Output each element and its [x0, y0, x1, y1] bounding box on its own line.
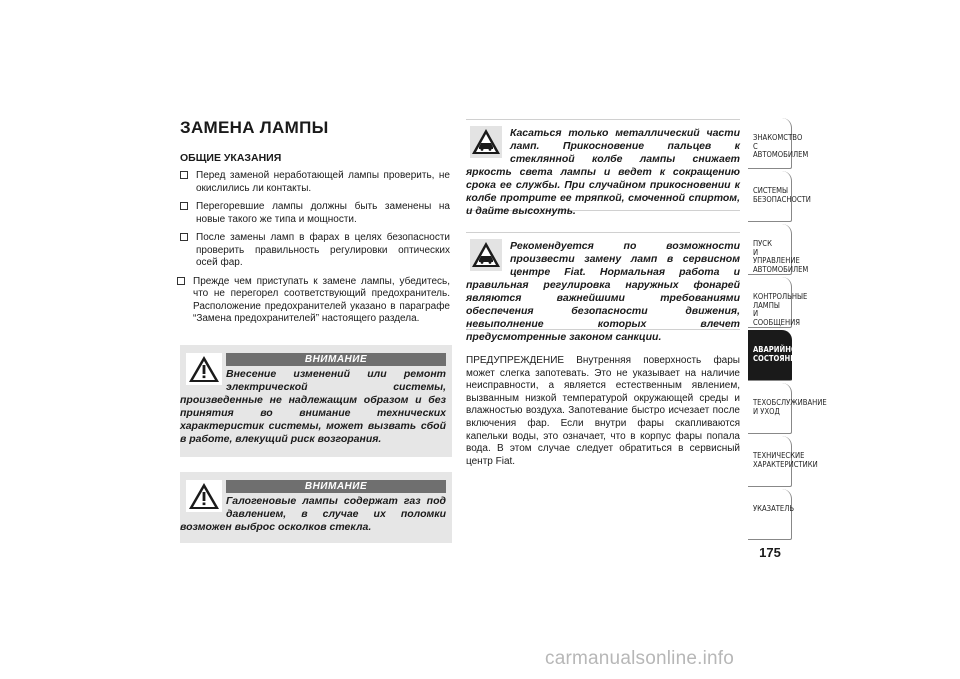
note-text: Рекомендуется по возможности произвести замену ламп в сервисном центре Fiat. Нормальная работа и правильная регулировка наружных фонарей являются важнейшими требованиями обеспечения безопасности движения, невыполнение которых влечет предусмотренные законом санкции. [466, 240, 740, 343]
bullet-text: Перед заменой неработающей лампы проверить, не окислились ли контакты. [196, 170, 450, 194]
warning-header: ВНИМАНИЕ [226, 480, 446, 493]
warning-header: ВНИМАНИЕ [226, 353, 446, 366]
note-box [466, 232, 740, 343]
warning-text: Внесение изменений или ремонт электрической системы, произведенные не надлежащим образом и без принятия во внимание технических характеристик системы, может вызвать сбой в работе, влекущий риск возгорания. [180, 368, 446, 445]
list-item [180, 232, 450, 270]
tab-starting-driving[interactable]: ПУСК И УПРАВЛЕНИЕ АВТОМОБИЛЕМ [748, 224, 792, 275]
tab-vehicle-intro[interactable]: ЗНАКОМСТВО С АВТОМОБИЛЕМ [748, 118, 792, 169]
page-number: 175 [759, 545, 781, 560]
warning-box [180, 345, 452, 457]
bullet-text: После замены ламп в фарах в целях безопасности проверить правильность регулировки оптических осей фар. [196, 232, 450, 268]
section-heading: ОБЩИЕ УКАЗАНИЯ [180, 152, 282, 164]
warning-paragraph: ПРЕДУПРЕЖДЕНИЕ Внутренняя поверхность фары может слегка запотевать. Это не указывает на наличие неисправности, а является естественным явлением, вызванным низкой температурой окружающей среды и влажностью воздуха. Запотевание быстро исчезает после включения фар. Если внутри фары скапливаются капельки воды, это означает, что в корпус фары попала вода. В этом случае следует обратиться в сервисный центр Fiat. [466, 355, 740, 467]
warning-box [180, 472, 452, 543]
bullet-text: Перегоревшие лампы должны быть заменены на новые такого же типа и мощности. [196, 201, 450, 225]
tab-warning-lights[interactable]: КОНТРОЛЬНЫЕ ЛАМПЫ И СООБЩЕНИЯ [748, 277, 792, 328]
tab-index[interactable]: УКАЗАТЕЛЬ [748, 489, 792, 540]
checkbox-bullet-icon [177, 277, 185, 285]
tab-technical-specs[interactable]: ТЕХНИЧЕСКИЕ ХАРАКТЕРИСТИКИ [748, 436, 792, 487]
warning-text: Галогеновые лампы содержат газ под давлением, в случае их поломки возможен выброс осколков стекла. [180, 495, 446, 533]
list-item [180, 170, 450, 195]
tab-emergency[interactable]: АВАРИЙНОЕ СОСТОЯНИЕ [748, 330, 792, 381]
list-item [177, 276, 450, 326]
tab-safety-systems[interactable]: СИСТЕМЫ БЕЗОПАСНОСТИ [748, 171, 792, 222]
car-note-icon [470, 126, 502, 158]
tab-maintenance[interactable]: ТЕХОБСЛУЖИВАНИЕ И УХОД [748, 383, 792, 434]
watermark: carmanualsonline.info [545, 648, 735, 669]
checkbox-bullet-icon [180, 171, 188, 179]
bullet-text: Прежде чем приступать к замене лампы, убедитесь, что не перегорел соответствующий предохранитель. Расположение предохранителей указано в параграфе “Замена предохранителей” настоящего раздела. [193, 275, 450, 324]
note-box [466, 119, 740, 217]
page-title: ЗАМЕНА ЛАМПЫ [180, 118, 329, 137]
bullet-list [180, 170, 450, 332]
checkbox-bullet-icon [180, 202, 188, 210]
note-text: Касаться только металлический части ламп. Прикосновение пальцев к стеклянной колбе лампы снижает яркость света лампы и ведет к сокращению срока ее службы. При случайном прикосновении к колбе протрите ее тряпкой, смоченной спиртом, и дайте высохнуть. [466, 127, 740, 217]
car-note-icon [470, 239, 502, 271]
list-item [180, 201, 450, 226]
checkbox-bullet-icon [180, 233, 188, 241]
